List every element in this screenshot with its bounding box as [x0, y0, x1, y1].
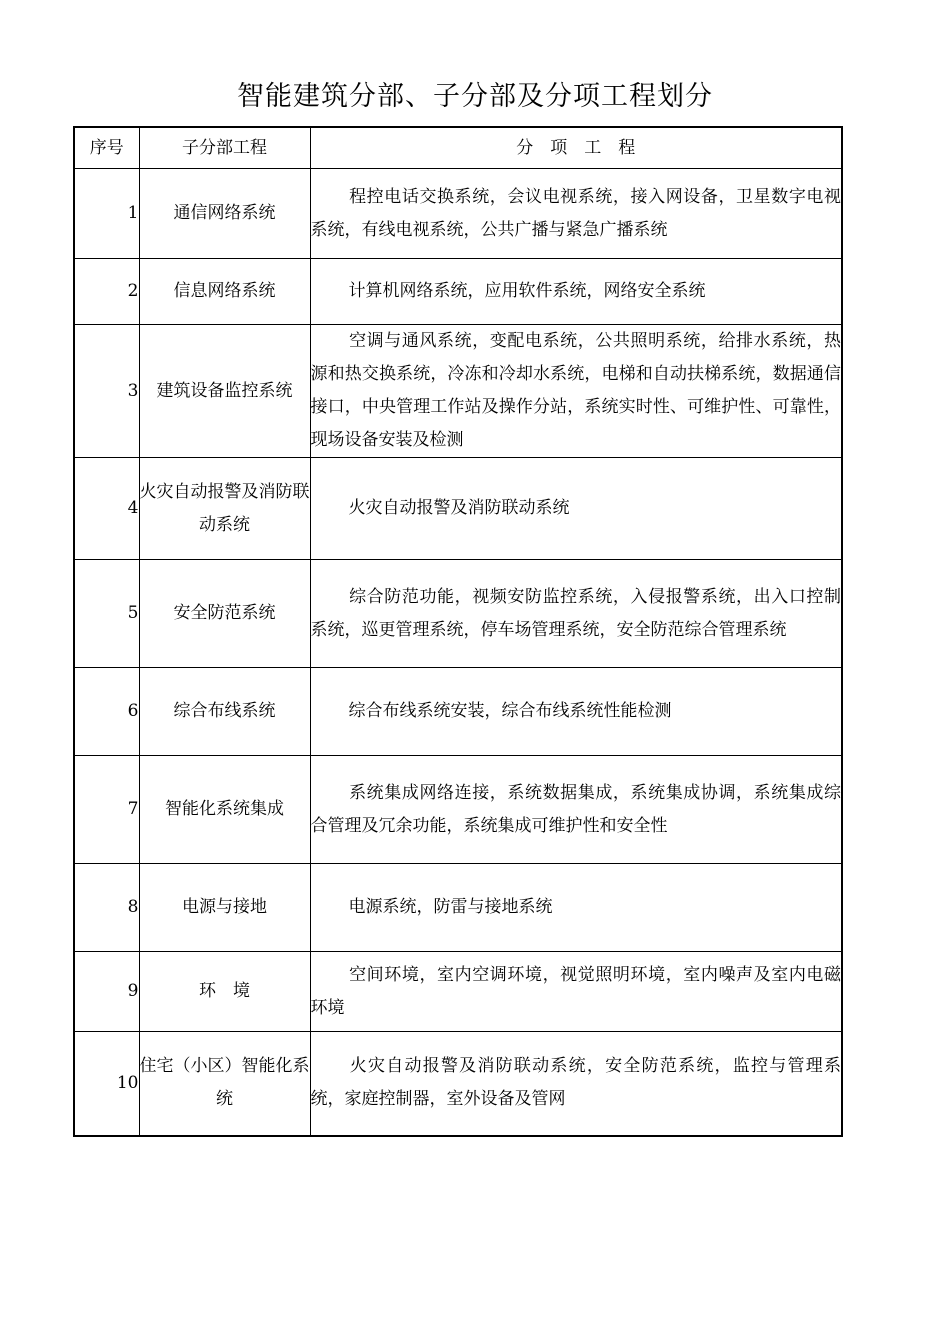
table-row — [74, 325, 842, 458]
row-number: 2 — [74, 259, 139, 325]
sub-items-text: 空间环境，室内空调环境，视觉照明环境，室内噪声及室内电磁环境 — [310, 952, 842, 1032]
table-row — [74, 668, 842, 756]
table-row — [74, 169, 842, 259]
sub-items-text: 电源系统，防雷与接地系统 — [310, 864, 842, 952]
table-row — [74, 1032, 842, 1136]
sub-division-name: 电源与接地 — [139, 864, 310, 952]
row-number: 7 — [74, 756, 139, 864]
table-row — [74, 952, 842, 1032]
row-number: 10 — [74, 1032, 139, 1136]
row-number: 5 — [74, 560, 139, 668]
sub-items-text: 综合防范功能，视频安防监控系统，入侵报警系统，出入口控制系统，巡更管理系统，停车场管理系统，安全防范综合管理系统 — [310, 560, 842, 668]
table-row — [74, 756, 842, 864]
sub-division-name: 火灾自动报警及消防联动系统 — [139, 458, 310, 560]
table-header-row — [74, 127, 842, 169]
sub-items-text: 火灾自动报警及消防联动系统，安全防范系统，监控与管理系统，家庭控制器，室外设备及管网 — [310, 1032, 842, 1136]
row-number: 6 — [74, 668, 139, 756]
table-row — [74, 560, 842, 668]
row-number: 4 — [74, 458, 139, 560]
header-sub-items: 分 项 工 程 — [310, 127, 842, 169]
division-table — [73, 126, 843, 1137]
table-row — [74, 458, 842, 560]
sub-division-name: 建筑设备监控系统 — [139, 325, 310, 458]
sub-division-name: 安全防范系统 — [139, 560, 310, 668]
sub-items-text: 计算机网络系统，应用软件系统，网络安全系统 — [310, 259, 842, 325]
sub-items-text: 系统集成网络连接，系统数据集成，系统集成协调，系统集成综合管理及冗余功能，系统集成可维护性和安全性 — [310, 756, 842, 864]
row-number: 3 — [74, 325, 139, 458]
sub-division-name: 住宅（小区）智能化系统 — [139, 1032, 310, 1136]
sub-items-text: 火灾自动报警及消防联动系统 — [310, 458, 842, 560]
row-number: 8 — [74, 864, 139, 952]
sub-division-name: 环 境 — [139, 952, 310, 1032]
header-serial-no: 序号 — [74, 127, 139, 169]
sub-division-name: 信息网络系统 — [139, 259, 310, 325]
header-sub-division: 子分部工程 — [139, 127, 310, 169]
row-number: 1 — [74, 169, 139, 259]
sub-items-text: 程控电话交换系统，会议电视系统，接入网设备，卫星数字电视系统，有线电视系统，公共广播与紧急广播系统 — [310, 169, 842, 259]
table-row — [74, 259, 842, 325]
page-title: 智能建筑分部、子分部及分项工程划分 — [237, 81, 713, 112]
table-row — [74, 864, 842, 952]
sub-items-text: 空调与通风系统，变配电系统，公共照明系统，给排水系统，热源和热交换系统，冷冻和冷却水系统，电梯和自动扶梯系统，数据通信接口，中央管理工作站及操作分站，系统实时性、可维护性、可靠性，现场设备安装及检测 — [310, 325, 842, 458]
sub-division-name: 智能化系统集成 — [139, 756, 310, 864]
sub-items-text: 综合布线系统安装，综合布线系统性能检测 — [310, 668, 842, 756]
sub-division-name: 通信网络系统 — [139, 169, 310, 259]
sub-division-name: 综合布线系统 — [139, 668, 310, 756]
row-number: 9 — [74, 952, 139, 1032]
